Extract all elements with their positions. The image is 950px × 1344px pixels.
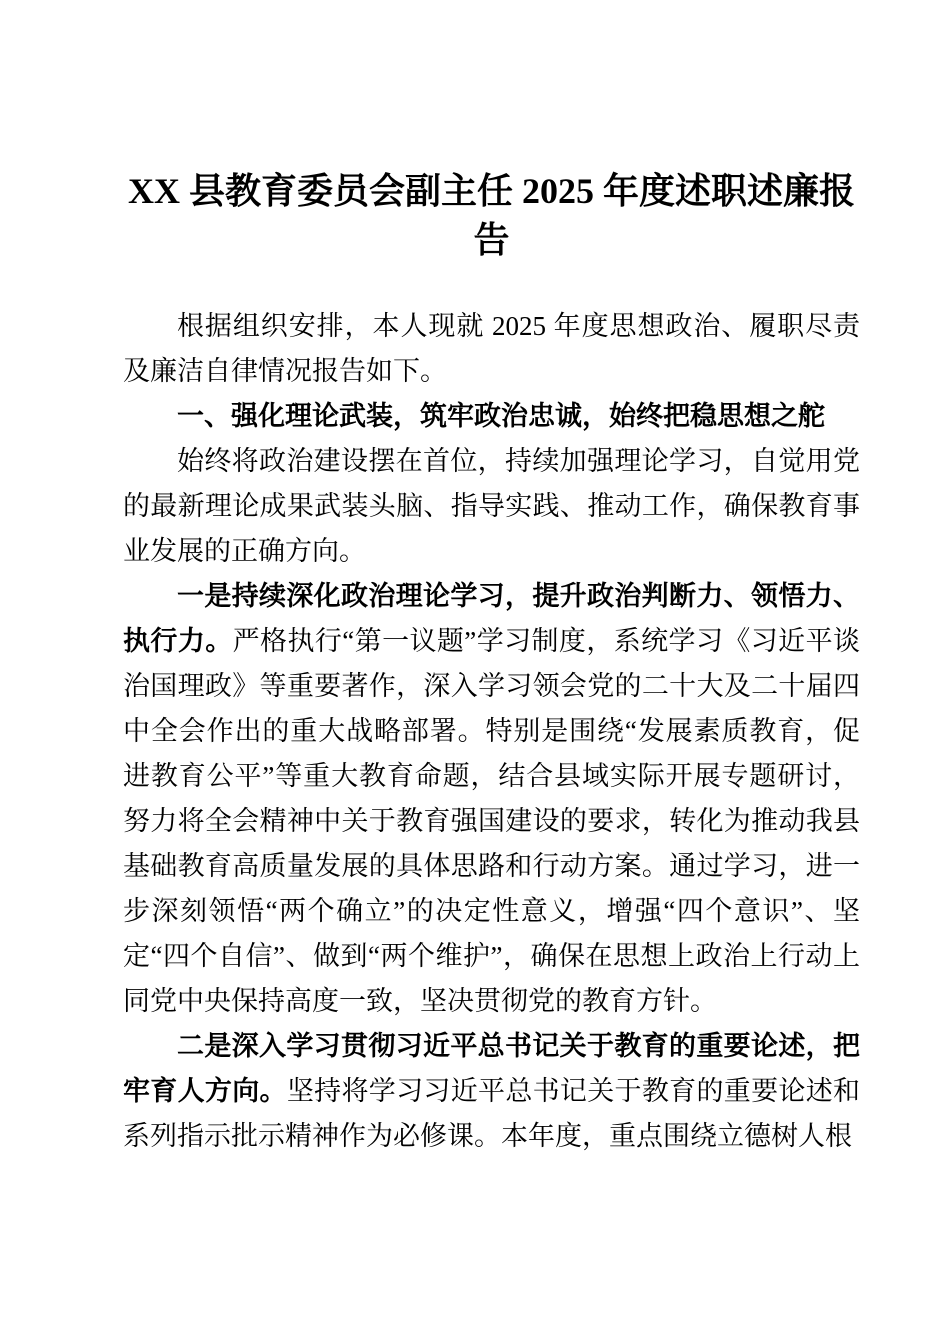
bold-text-run: 一是持续深化政治理论学习，提升政治判断力、领悟力、执行力。 [123, 581, 860, 656]
section-heading [123, 394, 860, 439]
paragraph [123, 439, 860, 574]
paragraph [123, 304, 860, 394]
bold-text-run: 二是深入学习贯彻习近平总书记关于教育的重要论述，把牢育人方向。 [123, 1031, 860, 1106]
paragraph [123, 1024, 860, 1159]
document-content [123, 167, 860, 1162]
text-run: 严格执行“第一议题”学习制度，系统学习《习近平谈治国理政》等重要著作，深入学习领会党的二十大及二十届四中全会作出的重大战略部署。特别是围绕“发展素质教育，促进教育公平”等重大教育命题，结合县域实际开展专题研讨，努力将全会精神中关于教育强国建设的要求，转化为推动我县基础教育高质量发展的具体思路和行动方案。通过学习，进一步深刻领悟“两个确立”的决定性意义，增强“四个意识”、坚定“四个自信”、做到“两个维护”，确保在思想上政治上行动上同党中央保持高度一致，坚决贯彻党的教育方针。 [123, 626, 860, 1016]
paragraph [123, 574, 860, 1024]
document-body [123, 304, 860, 1159]
bold-text-run: 一、强化理论武装，筑牢政治忠诚，始终把稳思想之舵 [177, 401, 825, 431]
text-run: 始终将政治建设摆在首位，持续加强理论学习，自觉用党的最新理论成果武装头脑、指导实践、推动工作，确保教育事业发展的正确方向。 [123, 446, 860, 566]
text-run: 坚持将学习习近平总书记关于教育的重要论述和系列指示批示精神作为必修课。本年度，重点围绕立德树人根 [123, 1076, 860, 1151]
document-title: XX 县教育委员会副主任 2025 年度述职述廉报告 [128, 171, 855, 260]
text-run: 根据组织安排，本人现就 2025 年度思想政治、履职尽责及廉洁自律情况报告如下。 [123, 311, 860, 386]
